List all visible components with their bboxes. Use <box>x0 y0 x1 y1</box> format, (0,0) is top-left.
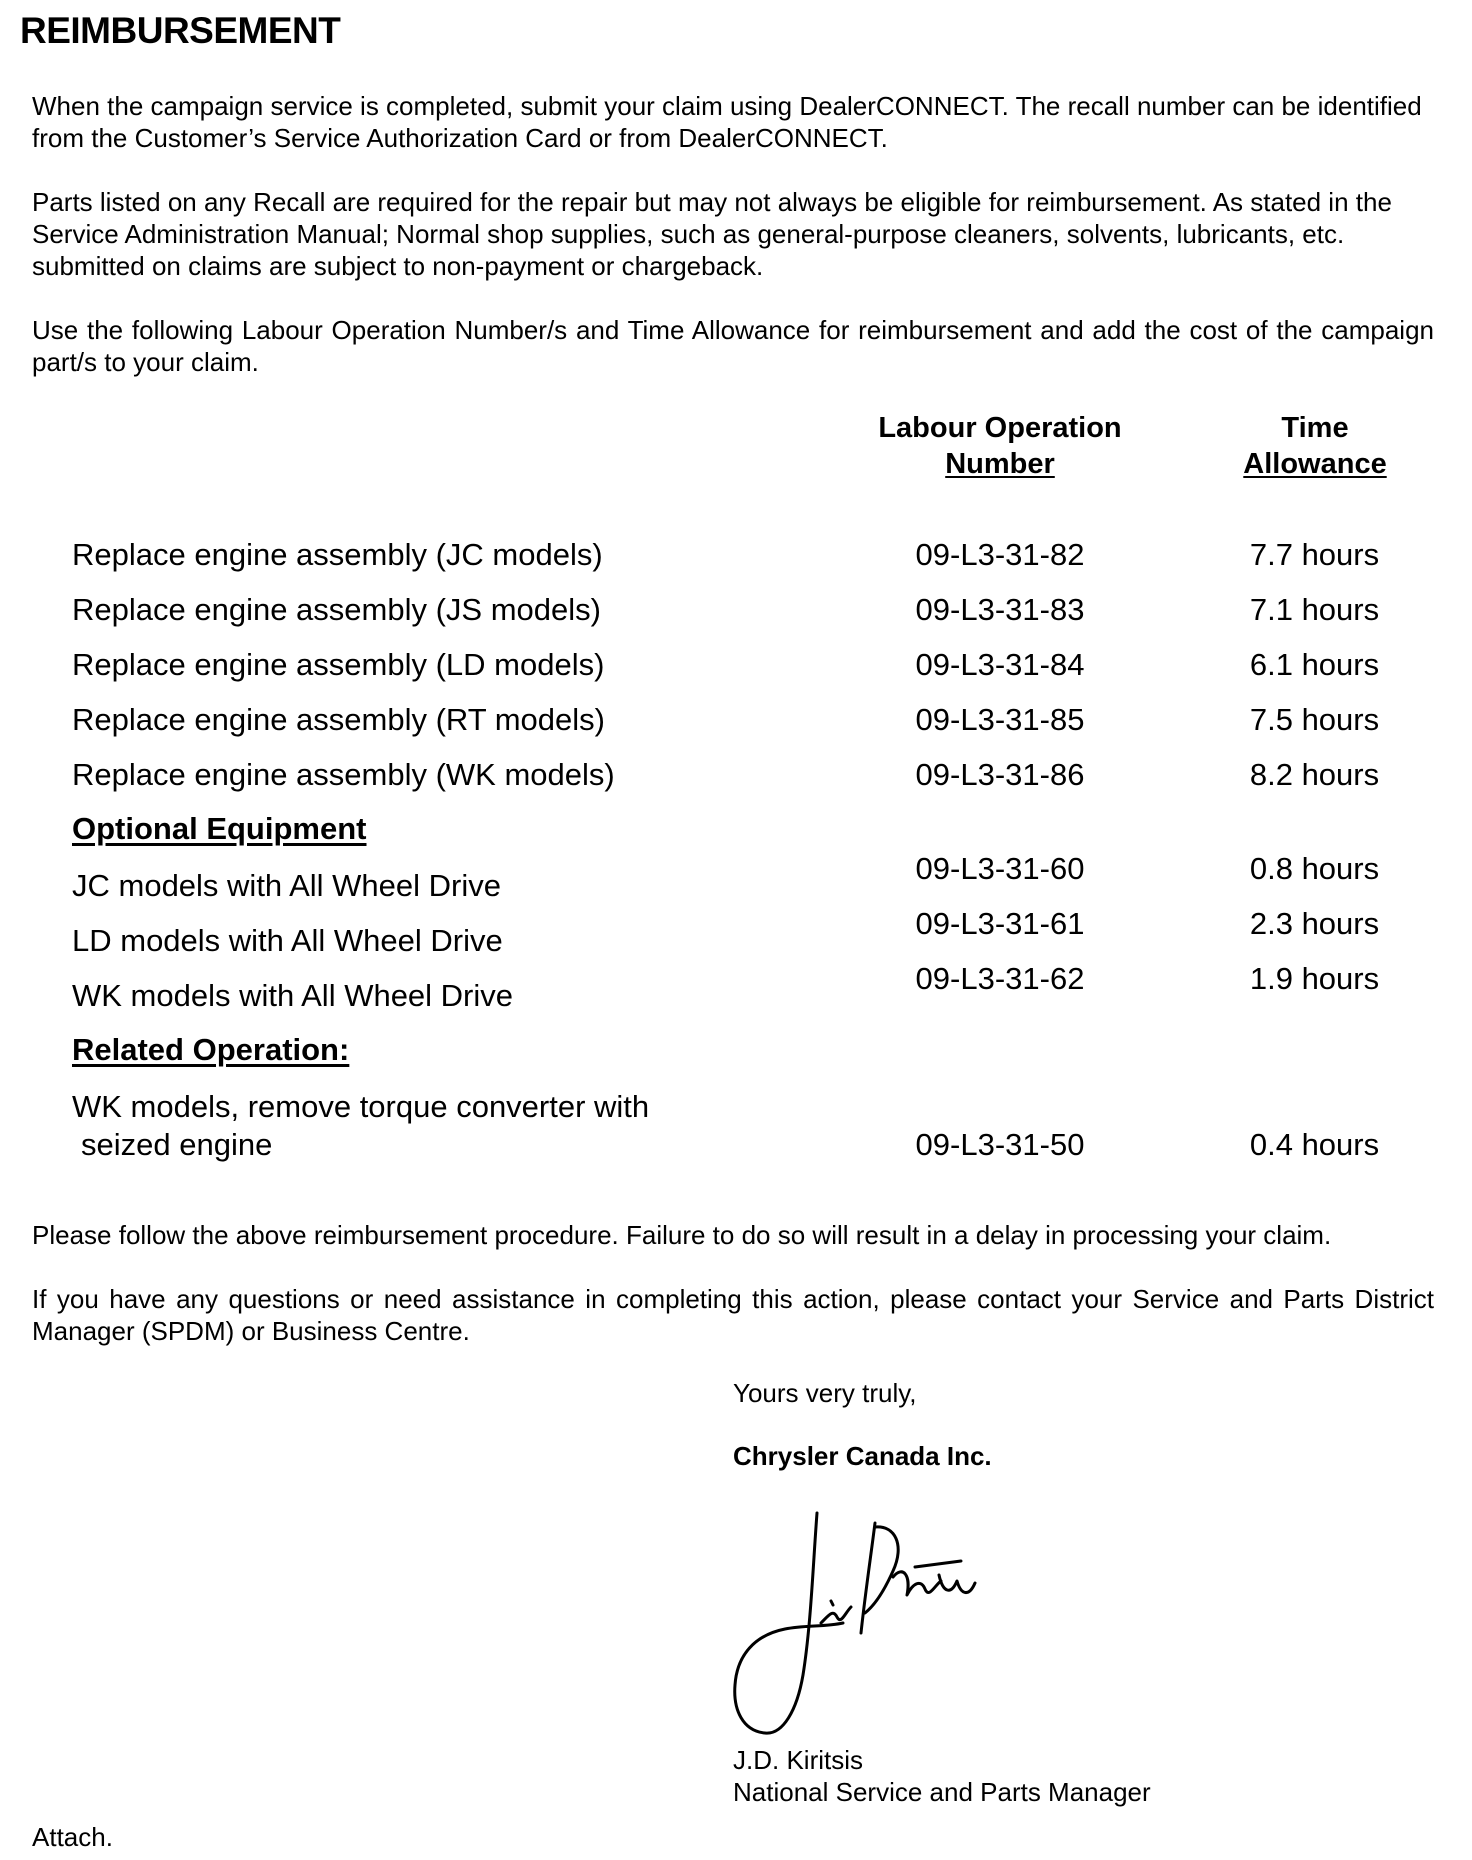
signature-image <box>725 1505 995 1765</box>
table-row-time: 7.7 hours <box>1249 537 1380 572</box>
optional-row-description: JC models with All Wheel Drive <box>72 868 501 903</box>
related-row-code: 09-L3-31-50 <box>915 1127 1085 1162</box>
table-row-description: Replace engine assembly (RT models) <box>72 702 605 737</box>
table-row-code: 09-L3-31-85 <box>915 702 1085 737</box>
table-row-description: Replace engine assembly (WK models) <box>72 757 615 792</box>
attachment-note: Attach. <box>32 1822 113 1852</box>
related-operation-heading: Related Operation: <box>72 1032 350 1067</box>
labour-header-line2: Number <box>945 448 1055 480</box>
optional-row-time: 0.8 hours <box>1249 851 1380 886</box>
follow-procedure-paragraph: Please follow the above reimbursement procedure. Failure to do so will result in a delay in processing your claim. <box>32 1220 1332 1250</box>
labour-operation-column-header <box>860 410 1140 482</box>
table-row-description: Replace engine assembly (LD models) <box>72 647 605 682</box>
table-row-time: 7.5 hours <box>1249 702 1380 737</box>
time-header-line2: Allowance <box>1243 448 1387 480</box>
table-row-time: 7.1 hours <box>1249 592 1380 627</box>
table-row-time: 6.1 hours <box>1249 647 1380 682</box>
labour-operation-intro-paragraph: Use the following Labour Operation Number/s and Time Allowance for reimbursement and add the cost of the campaign part/s to your claim. <box>32 315 1434 377</box>
related-row-description-line2: seized engine <box>81 1127 273 1162</box>
optional-row-description: LD models with All Wheel Drive <box>72 923 503 958</box>
optional-row-code: 09-L3-31-61 <box>915 906 1085 941</box>
parts-eligibility-paragraph: Parts listed on any Recall are required for the repair but may not always be eligible for reimbursement. As stated in the Service Administration Manual; Normal shop supplies, such as general-purpose cleaners, solvents, lubricants, etc. submitted on claims are subject to non-payment or chargeback. <box>32 187 1392 281</box>
signer-title: National Service and Parts Manager <box>733 1777 1151 1807</box>
salutation: Yours very truly, <box>733 1378 917 1408</box>
optional-equipment-heading: Optional Equipment <box>72 811 367 846</box>
table-row-code: 09-L3-31-86 <box>915 757 1085 792</box>
labour-header-line1: Labour Operation <box>878 412 1122 444</box>
related-row-time: 0.4 hours <box>1249 1127 1380 1162</box>
table-row-code: 09-L3-31-84 <box>915 647 1085 682</box>
signer-name: J.D. Kiritsis <box>733 1745 863 1775</box>
optional-row-description: WK models with All Wheel Drive <box>72 978 514 1013</box>
related-row-description-line1: WK models, remove torque converter with <box>72 1089 650 1124</box>
optional-row-time: 2.3 hours <box>1249 906 1380 941</box>
table-row-code: 09-L3-31-83 <box>915 592 1085 627</box>
table-row-time: 8.2 hours <box>1249 757 1380 792</box>
contact-paragraph: If you have any questions or need assistance in completing this action, please contact your Service and Parts District Manager (SPDM) or Business Centre. <box>32 1284 1434 1346</box>
optional-row-code: 09-L3-31-62 <box>915 961 1085 996</box>
table-row-description: Replace engine assembly (JC models) <box>72 537 603 572</box>
optional-row-code: 09-L3-31-60 <box>915 851 1085 886</box>
page-title: REIMBURSEMENT <box>20 10 341 51</box>
table-row-description: Replace engine assembly (JS models) <box>72 592 601 627</box>
time-allowance-column-header <box>1200 410 1430 482</box>
optional-row-time: 1.9 hours <box>1249 961 1380 996</box>
company-name: Chrysler Canada Inc. <box>733 1441 992 1471</box>
table-row-code: 09-L3-31-82 <box>915 537 1085 572</box>
time-header-line1: Time <box>1281 412 1349 444</box>
claim-instructions-paragraph: When the campaign service is completed, submit your claim using DealerCONNECT. The recall number can be identified from the Customer’s Service Authorization Card or from DealerCONNECT. <box>32 91 1422 153</box>
